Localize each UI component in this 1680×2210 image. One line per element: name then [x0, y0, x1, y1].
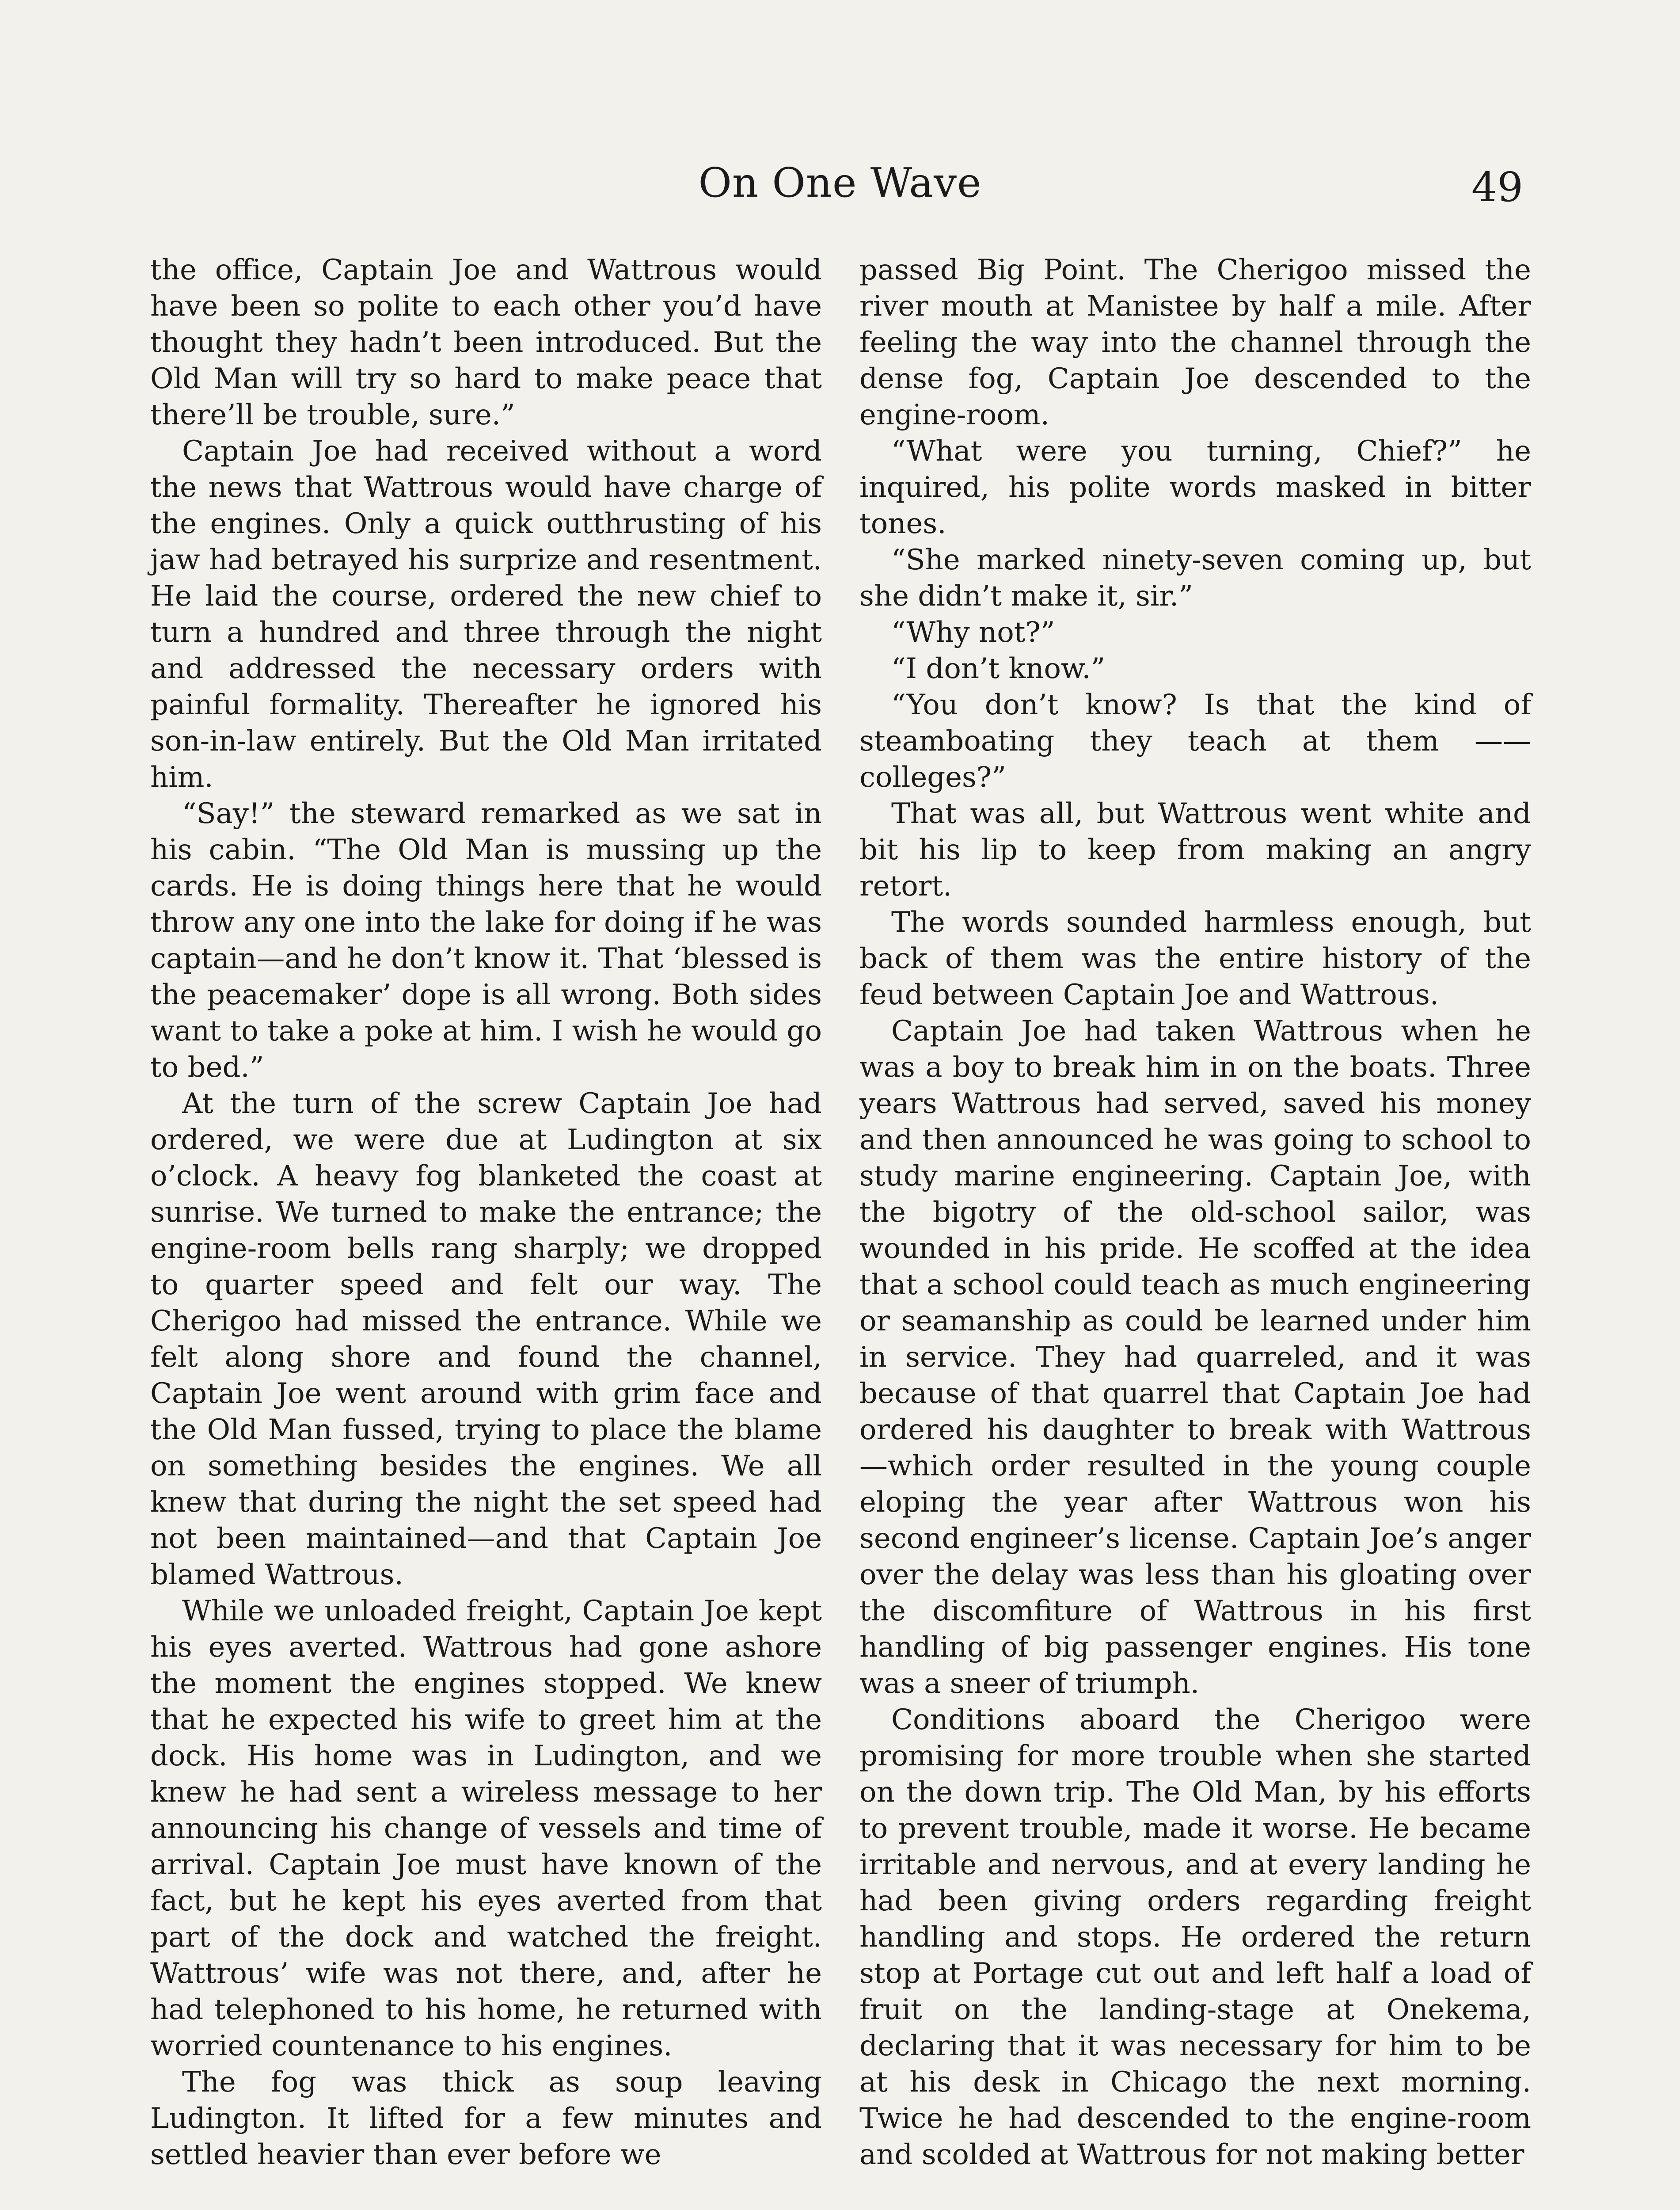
left-column [150, 252, 822, 2173]
right-column [859, 252, 1531, 2173]
paragraph: “I don’t know.” [891, 652, 1106, 685]
paragraph: At the turn of the screw Captain Joe had ordered, we were due at Ludington at six o’clock. A heavy fog blanketed the coast at sunrise. We turned to make the entrance; the engine-room bells rang sharply; we dropped to quarter speed and felt our way. The Cherigoo had missed the entrance. While we felt along shore and found the channel, Captain Joe went around with grim face and the Old Man fussed, trying to place the blame on something besides the engines. We all knew that during the night the set speed had not been maintained—and that Captain Joe blamed Wattrous. [150, 1087, 822, 1591]
paragraph: While we unloaded freight, Captain Joe kept his eyes averted. Wattrous had gone ashore the moment the engines stopped. We knew that he expected his wife to greet him at the dock. His home was in Ludington, and we knew he had sent a wireless message to her announcing his change of vessels and time of arrival. Captain Joe must have known of the fact, but he kept his eyes averted from that part of the dock and watched the freight. Wattrous’ wife was not there, and, after he had telephoned to his home, he returned with worried countenance to his engines. [150, 1595, 822, 2062]
paragraph: Captain Joe had received without a word the news that Wattrous would have charge of the engines. Only a quick outthrusting of his jaw had betrayed his surprize and resentment. He laid the course, ordered the new chief to turn a hundred and three through the night and addressed the necessary orders with painful formality. Thereafter he ignored his son-in-law entirely. But the Old Man irritated him. [150, 435, 822, 794]
paragraph: the office, Captain Joe and Wattrous would have been so polite to each other you’d have thought they hadn’t been introduced. But the Old Man will try so hard to make peace that there’ll be trouble, sure.” [150, 254, 822, 431]
paragraph: “Say!” the steward remarked as we sat in his cabin. “The Old Man is mussing up the cards. He is doing things here that he would throw any one into the lake for doing if he was captain—and he don’t know it. That ‘blessed is the peacemaker’ dope is all wrong. Both sides want to take a poke at him. I wish he would go to bed.” [150, 797, 822, 1084]
paragraph: “What were you turning, Chief?” he inquired, his polite words masked in bitter tones. [859, 435, 1531, 540]
paragraph: “You don’t know? Is that the kind of steamboating they teach at them —— colleges?” [859, 689, 1531, 794]
paragraph: “Why not?” [891, 616, 1055, 649]
paragraph: That was all, but Wattrous went white and bit his lip to keep from making an angry retort. [859, 797, 1531, 903]
page-number: 49 [1471, 164, 1523, 211]
paragraph: passed Big Point. The Cherigoo missed the river mouth at Manistee by half a mile. After feeling the way into the channel through the dense fog, Captain Joe descended to the engine-room. [859, 254, 1531, 431]
paragraph: Captain Joe had taken Wattrous when he was a boy to break him in on the boats. Three years Wattrous had served, saved his money and then announced he was going to school to study marine engineering. Captain Joe, with the bigotry of the old-school sailor, was wounded in his pride. He scoffed at the idea that a school could teach as much engineering or seamanship as could be learned under him in service. They had quarreled, and it was because of that quarrel that Captain Joe had ordered his daughter to break with Wattrous—which order resulted in the young couple eloping the year after Wattrous won his second engineer’s license. Captain Joe’s anger over the delay was less than his gloating over the discomfiture of Wattrous in his first handling of big passenger engines. His tone was a sneer of triumph. [859, 1015, 1531, 1700]
paragraph: The words sounded harmless enough, but back of them was the entire history of the feud between Captain Joe and Wattrous. [859, 906, 1531, 1011]
paragraph: The fog was thick as soup leaving Ludington. It lifted for a few minutes and settled heavier than ever before we [150, 2066, 822, 2171]
page-header [0, 159, 1680, 217]
paragraph: Conditions aboard the Cherigoo were promising for more trouble when she started on the down trip. The Old Man, by his efforts to prevent trouble, made it worse. He became irritable and nervous, and at every landing he had been giving orders regarding freight handling and stops. He ordered the return stop at Portage cut out and left half a load of fruit on the landing-stage at Onekema, declaring that it was necessary for him to be at his desk in Chicago the next morning. Twice he had descended to the engine-room and scolded at Wattrous for not making better [859, 1703, 1531, 2171]
paragraph: “She marked ninety-seven coming up, but she didn’t make it, sir.” [859, 544, 1531, 613]
running-title: On One Wave [698, 159, 982, 206]
